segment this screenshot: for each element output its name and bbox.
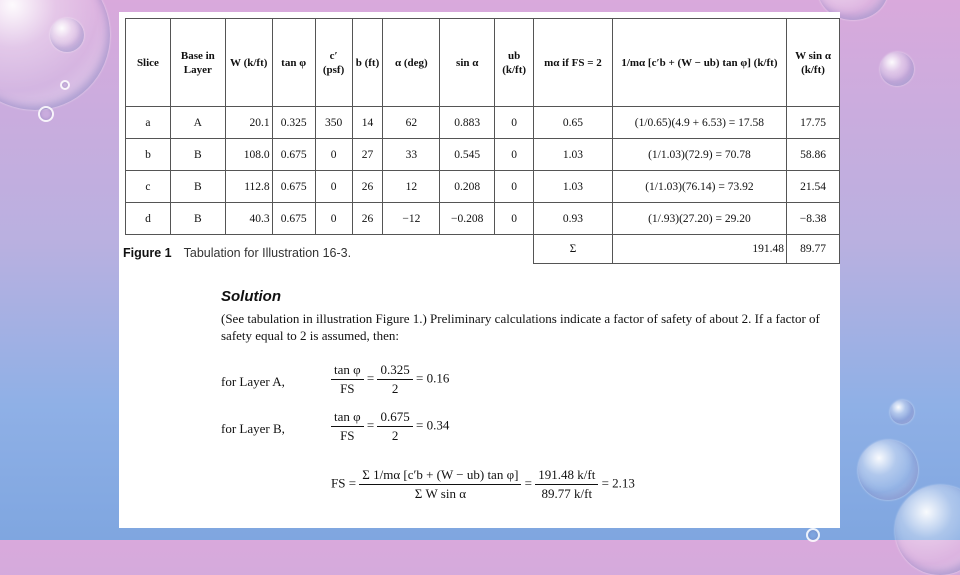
- table-row: [126, 171, 840, 203]
- table-cell: B: [170, 139, 225, 171]
- table-cell: 0.675: [272, 171, 315, 203]
- equation-result: = 0.16: [415, 370, 450, 386]
- sum-symbol: Σ: [534, 235, 613, 264]
- equation-result: = 0.34: [415, 417, 450, 433]
- table-cell: b: [126, 139, 171, 171]
- table-cell: 0.675: [272, 203, 315, 235]
- table-cell: 26: [352, 171, 383, 203]
- table-cell: 0: [495, 107, 534, 139]
- bubble-decoration: [50, 18, 84, 52]
- table-cell: c: [126, 171, 171, 203]
- column-header: mα if FS = 2: [534, 19, 613, 107]
- table-cell: 350: [315, 107, 352, 139]
- table-cell: 0: [315, 171, 352, 203]
- table-cell: (1/1.03)(72.9) = 70.78: [612, 139, 786, 171]
- table-cell: 0.675: [272, 139, 315, 171]
- table-cell: (1/0.65)(4.9 + 6.53) = 17.58: [612, 107, 786, 139]
- table-cell: 1.03: [534, 139, 613, 171]
- table-cell: 0.65: [534, 107, 613, 139]
- table-cell: (1/1.03)(76.14) = 73.92: [612, 171, 786, 203]
- fs-equation: FS = $\frac{\text{Σ 1/mα [c′b + (W − ub) tan φ]}}{\text{Σ W sin α}}$ = $\frac{191.48 k/ft}{89.77 k/ft}$ = 2.13: [331, 467, 635, 501]
- column-header: Slice: [126, 19, 171, 107]
- table-cell: 14: [352, 107, 383, 139]
- table-header-row: [126, 19, 840, 107]
- fraction-numerator: 0.675: [377, 409, 412, 427]
- table-cell: 0.325: [272, 107, 315, 139]
- table-cell: 0: [495, 203, 534, 235]
- bubble-decoration: [880, 52, 914, 86]
- table-cell: 0.208: [440, 171, 495, 203]
- table-cell: a: [126, 107, 171, 139]
- table-cell: A: [170, 107, 225, 139]
- fraction-denominator: FS: [340, 381, 355, 396]
- figure-label: Figure 1: [123, 246, 172, 260]
- table-cell: d: [126, 203, 171, 235]
- equation-result: = 2.13: [601, 475, 635, 491]
- table-cell: B: [170, 203, 225, 235]
- table-cell: B: [170, 171, 225, 203]
- fraction-denominator: 2: [391, 381, 399, 396]
- column-header: 1/mα [c′b + (W − ub) tan φ] (k/ft): [612, 19, 786, 107]
- table-cell: 0: [315, 203, 352, 235]
- fraction-numerator: 0.325: [377, 362, 412, 380]
- table-cell: 0.93: [534, 203, 613, 235]
- bubble-decoration: [0, 0, 110, 110]
- layer-b-label: for Layer B,: [221, 421, 285, 436]
- column-header: Base in Layer: [170, 19, 225, 107]
- fraction-denominator: FS: [340, 428, 355, 443]
- bubble-decoration: [60, 80, 70, 90]
- table-row: [126, 107, 840, 139]
- table-cell: 112.8: [225, 171, 272, 203]
- fraction-denominator: Σ W sin α: [414, 486, 467, 501]
- document-page: [119, 12, 840, 528]
- table-cell: −12: [383, 203, 440, 235]
- layer-a-label: for Layer A,: [221, 374, 285, 389]
- layer-b-equation: $\frac{\text{tan φ}}{FS}$ = $\frac{0.675}{2}$ = 0.34: [331, 409, 449, 444]
- table-cell: (1/.93)(27.20) = 29.20: [612, 203, 786, 235]
- table-cell: 27: [352, 139, 383, 171]
- table-cell: 62: [383, 107, 440, 139]
- table-cell: 1.03: [534, 171, 613, 203]
- fraction-denominator: 89.77 k/ft: [541, 486, 593, 501]
- solution-title: Solution: [221, 288, 281, 305]
- layer-a-equation: $\frac{\text{tan φ}}{FS}$ = $\frac{0.325}{2}$ = 0.16: [331, 362, 449, 397]
- fraction-denominator: 2: [391, 428, 399, 443]
- tabulation-table: [125, 18, 840, 264]
- column-header: b (ft): [352, 19, 383, 107]
- column-header: W (k/ft): [225, 19, 272, 107]
- table-cell: −0.208: [440, 203, 495, 235]
- fraction-numerator: tan φ: [331, 409, 364, 427]
- table-cell: 17.75: [787, 107, 840, 139]
- table-cell: 0: [495, 139, 534, 171]
- column-header: α (deg): [383, 19, 440, 107]
- bubble-decoration: [895, 485, 960, 575]
- table-cell: 33: [383, 139, 440, 171]
- column-header: W sin α (k/ft): [787, 19, 840, 107]
- column-header: sin α: [440, 19, 495, 107]
- table-cell: 0: [495, 171, 534, 203]
- sum-total-driving: 89.77: [787, 235, 840, 264]
- table-cell: 108.0: [225, 139, 272, 171]
- table-cell: 26: [352, 203, 383, 235]
- table-cell: 0: [315, 139, 352, 171]
- sum-total-resisting: 191.48: [612, 235, 786, 264]
- column-header: ub (k/ft): [495, 19, 534, 107]
- column-header: tan φ: [272, 19, 315, 107]
- figure-caption: [123, 246, 351, 260]
- bubble-decoration: [38, 106, 54, 122]
- table-cell: 20.1: [225, 107, 272, 139]
- bubble-decoration: [858, 440, 918, 500]
- table-cell: 0.883: [440, 107, 495, 139]
- column-header: c′ (psf): [315, 19, 352, 107]
- fraction-numerator: Σ 1/mα [c′b + (W − ub) tan φ]: [359, 467, 521, 485]
- table-row: [126, 203, 840, 235]
- table-cell: 21.54: [787, 171, 840, 203]
- fraction-numerator: tan φ: [331, 362, 364, 380]
- solution-text: (See tabulation in illustration Figure 1.) Preliminary calculations indicate a factor of safety of about 2. If a factor of safety equal to 2 is assumed, then:: [221, 311, 820, 343]
- fs-label: FS =: [331, 475, 357, 491]
- table-cell: 12: [383, 171, 440, 203]
- figure-caption-text: Tabulation for Illustration 16-3.: [183, 246, 352, 260]
- bubble-decoration: [890, 400, 914, 424]
- table-row: [126, 139, 840, 171]
- table-cell: 58.86: [787, 139, 840, 171]
- table-cell: 0.545: [440, 139, 495, 171]
- table-cell: −8.38: [787, 203, 840, 235]
- fraction-numerator: 191.48 k/ft: [535, 467, 598, 485]
- table-cell: 40.3: [225, 203, 272, 235]
